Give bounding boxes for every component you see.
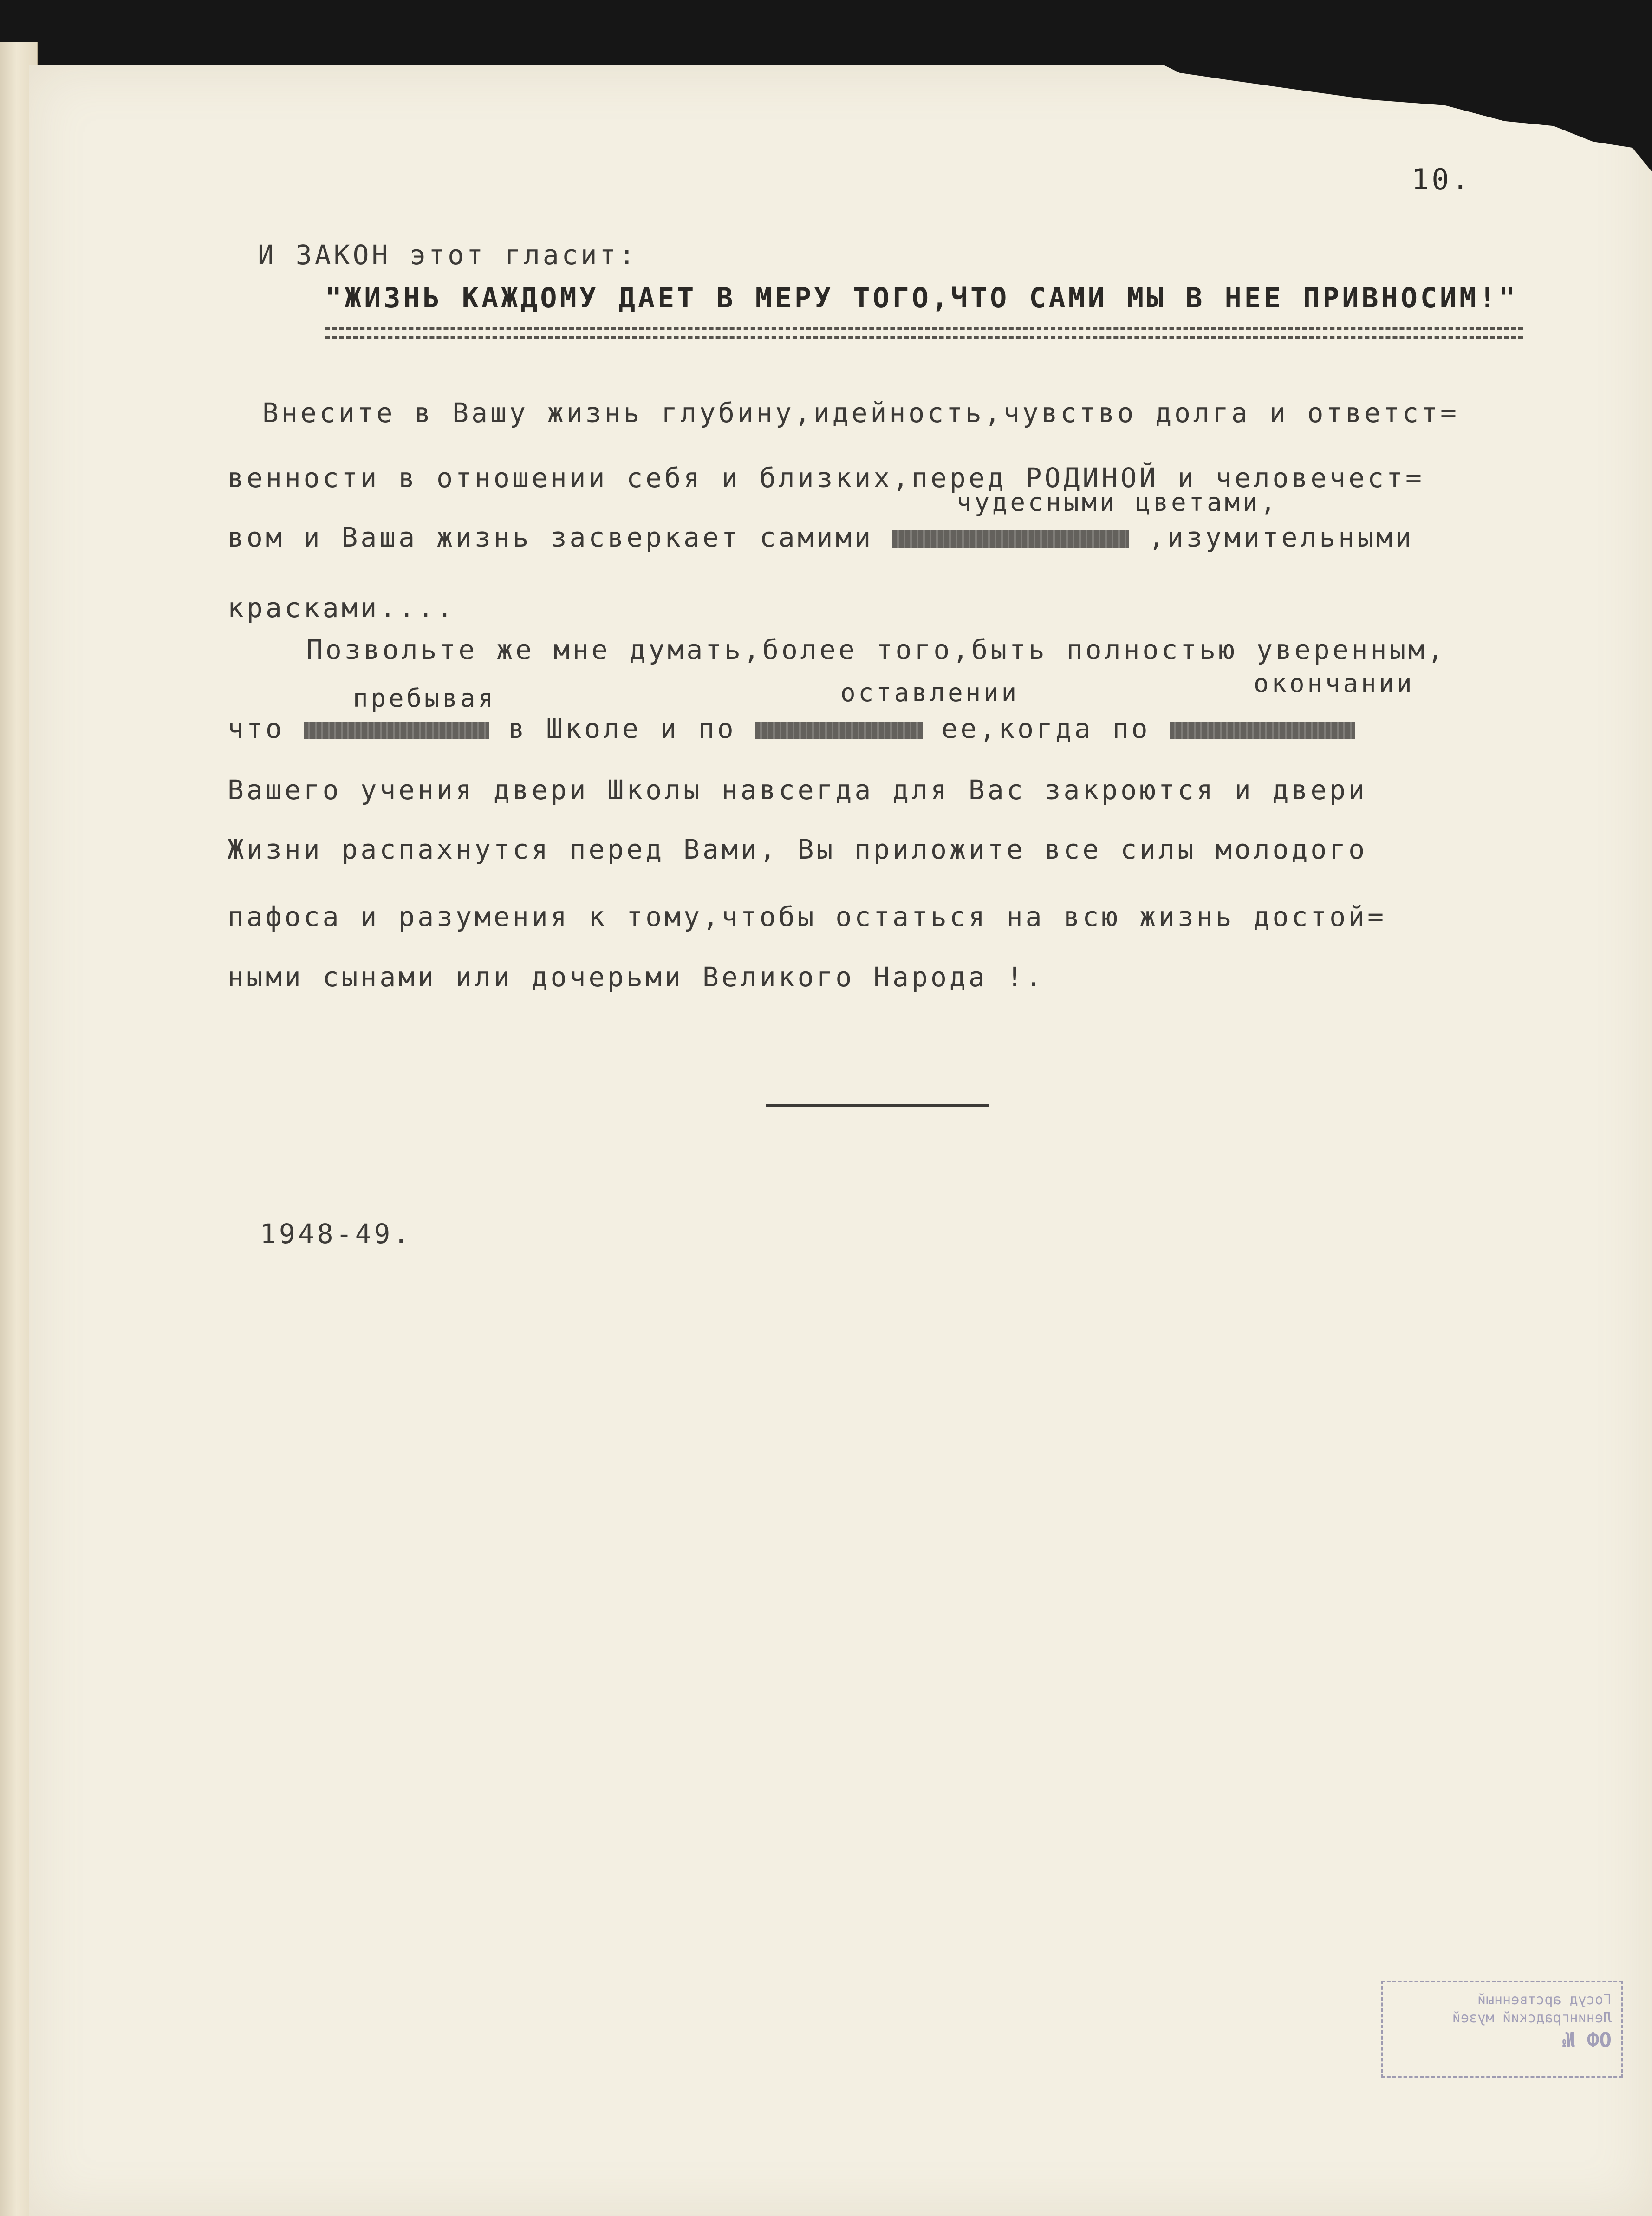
insert-finishing: окончании [1254,669,1415,698]
motto-quote: "ЖИЗНЬ КАЖДОМУ ДАЕТ В МЕРУ ТОГО,ЧТО САМИ МЫ В НЕЕ ПРИВНОСИМ!" [325,282,1518,314]
intro-line: И ЗАКОН этот гласит: [258,239,638,271]
paragraph2-line1: Позвольте же мне думать,более того,быть полностью уверенным, [306,634,1447,665]
paragraph2-line2 [228,715,1355,742]
strikethrough-word [304,722,489,739]
paragraph1-line2: венности в отношении себя и близких,перед РОДИНОЙ и человечест= [228,462,1424,494]
paragraph1-line1: Внесите в Вашу жизнь глубину,идейность,чувство долга и ответст= [262,397,1459,429]
archive-stamp [1381,1981,1623,2078]
stamp-line-3: ОФ № [1562,2028,1612,2052]
insert-leaving: оставлении [840,678,1020,707]
stamp-line-2: Ленинградский музей [1452,2010,1612,2026]
paragraph2-line2-c: ее,когда по [941,713,1151,744]
strikethrough-word [892,530,1129,548]
paragraph1-line4: красками.... [228,592,456,624]
insert-staying: пребывая [353,684,496,713]
paragraph2-line4: Жизни распахнутся перед Вами, Вы приложите все силы молодого [228,834,1368,865]
paragraph1-line3-start: вом и Ваша жизнь засверкает самими [228,521,874,553]
strikethrough-word [1170,722,1355,739]
paragraph2-line3: Вашего учения двери Школы навсегда для Вас закроются и двери [228,774,1368,806]
stamp-line-1: Госуд арственный [1477,1992,1612,2008]
paragraph2-line6: ными сынами или дочерьми Великого Народа !. [228,961,1045,993]
paragraph1-line3 [228,521,1414,553]
paragraph1-line3-end: ,изумительными [1148,521,1414,553]
double-underline [325,327,1523,339]
page-number: 10. [1411,163,1472,196]
closing-rule [766,1104,989,1107]
paragraph2-line2-a: что [228,713,285,744]
paragraph2-line2-b: в Школе и по [508,713,736,744]
paragraph2-line5: пафоса и разумения к тому,чтобы остаться на всю жизнь достой= [228,901,1387,932]
handwritten-insert-flowers: чудесными цветами, [956,488,1279,517]
strikethrough-word [755,722,923,739]
date-line: 1948-49. [260,1218,412,1250]
